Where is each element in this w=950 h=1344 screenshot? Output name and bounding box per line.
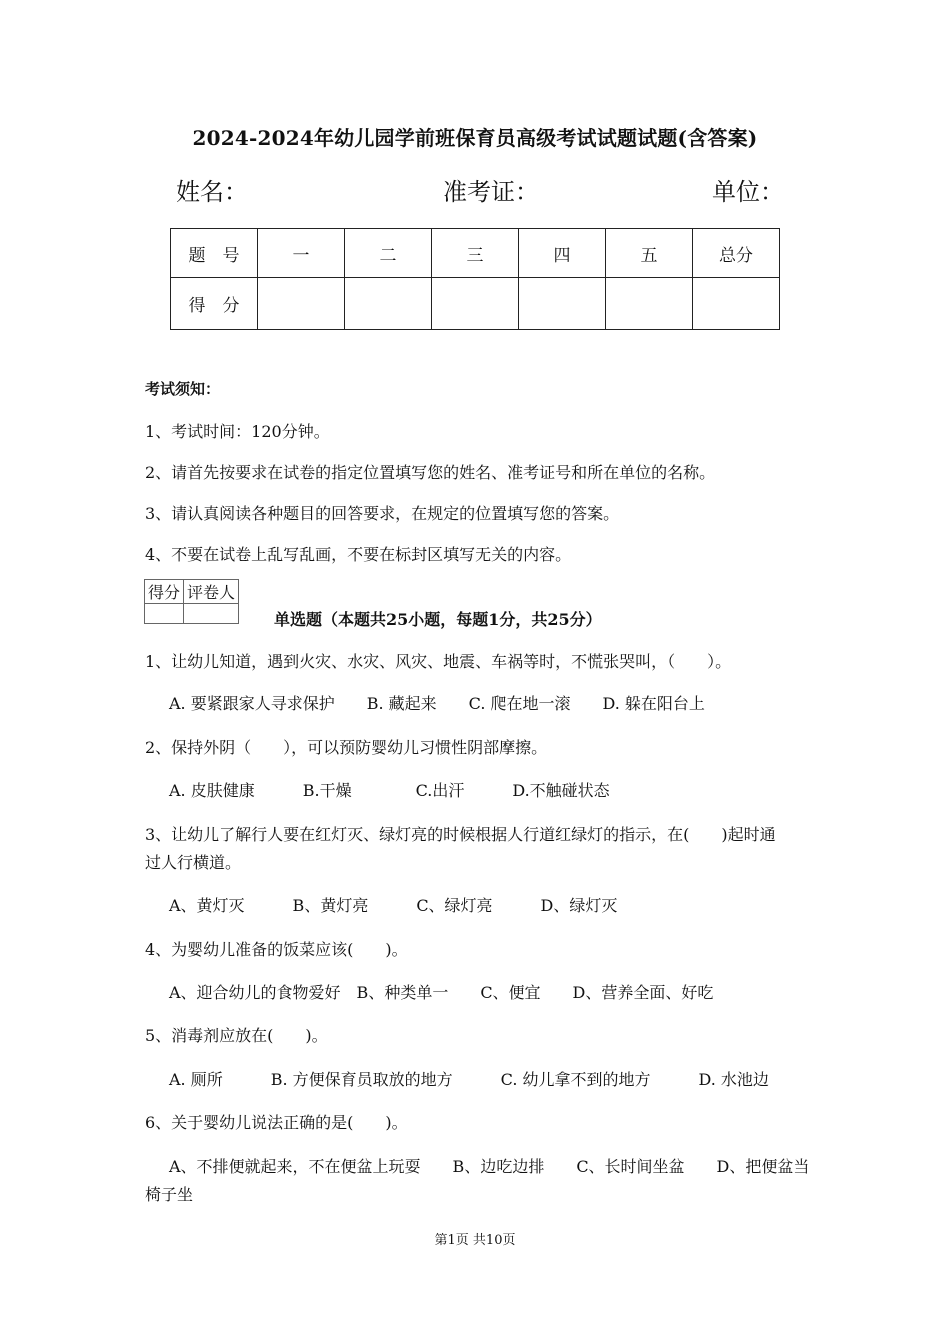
notice-item: 3、请认真阅读各种题目的回答要求，在规定的位置填写您的答案。 [145,504,620,523]
unit-field-label: 单位： [712,178,784,206]
header-cell-2: 二 [345,229,432,278]
question-5-options: A. 厕所 B. 方便保育员取放的地方 C. 幼儿拿不到的地方 D. 水池边 [169,1070,769,1089]
section-heading: 单选题（本题共25小题，每题1分，共25分） [274,610,602,629]
question-6: 6、关于婴幼儿说法正确的是( )。 [145,1113,408,1132]
question-3: 3、让幼儿了解行人要在红灯灭、绿灯亮的时候根据人行道红绿灯的指示，在( )起时通 [145,825,776,844]
grader-name-label: 评卷人 [184,580,239,604]
score-cell [432,278,519,330]
question-6-options: A、不排便就起来，不在便盆上玩耍 B、边吃边排 C、长时间坐盆 D、把便盆当 [169,1157,810,1176]
exam-number-field-label: 准考证： [443,178,539,206]
row-header-label: 题 号 [171,229,258,278]
notice-item: 4、不要在试卷上乱写乱画，不要在标封区填写无关的内容。 [145,545,572,564]
name-field-label: 姓名： [176,178,248,206]
question-3-continued: 过人行横道。 [145,853,242,872]
notice-heading: 考试须知： [145,380,221,398]
score-cell [345,278,432,330]
question-5: 5、消毒剂应放在( )。 [145,1026,328,1045]
question-3-options: A、黄灯灭 B、黄灯亮 C、绿灯亮 D、绿灯灭 [169,896,618,915]
score-table-score-row [171,278,780,330]
question-6-options-continued: 椅子坐 [145,1185,194,1204]
score-table-header-row [171,229,780,278]
header-cell-4: 四 [519,229,606,278]
header-cell-1: 一 [258,229,345,278]
score-cell [606,278,693,330]
score-cell [693,278,780,330]
document-title: 2024-2024年幼儿园学前班保育员高级考试试题试题(含答案) [192,126,758,150]
grader-score-cell [145,604,184,624]
question-2-options: A. 皮肤健康 B.干燥 C.出汗 D.不触碰状态 [169,781,610,800]
score-row-label: 得 分 [171,278,258,330]
question-4: 4、为婴幼儿准备的饭菜应该( )。 [145,940,408,959]
grader-score-label: 得分 [145,580,184,604]
header-cell-total: 总分 [693,229,780,278]
question-2: 2、保持外阴（ ），可以预防婴幼儿习惯性阴部摩擦。 [145,738,548,757]
score-cell [258,278,345,330]
score-cell [519,278,606,330]
grader-name-cell [184,604,239,624]
score-table [170,228,780,330]
header-cell-3: 三 [432,229,519,278]
question-1-options: A. 要紧跟家人寻求保护 B. 藏起来 C. 爬在地一滚 D. 躲在阳台上 [169,694,705,713]
header-cell-5: 五 [606,229,693,278]
grader-box-header-row [145,580,239,604]
page-footer: 第1页 共10页 [434,1233,516,1248]
notice-item: 2、请首先按要求在试卷的指定位置填写您的姓名、准考证号和所在单位的名称。 [145,463,716,482]
question-1: 1、让幼儿知道，遇到火灾、水灾、风灾、地震、车祸等时，不慌张哭叫，（ ）。 [145,652,732,671]
notice-item: 1、考试时间：120分钟。 [145,422,330,441]
grader-box-blank-row [145,604,239,624]
grader-box [144,579,239,624]
question-4-options: A、迎合幼儿的食物爱好 B、种类单一 C、便宜 D、营养全面、好吃 [169,983,714,1002]
